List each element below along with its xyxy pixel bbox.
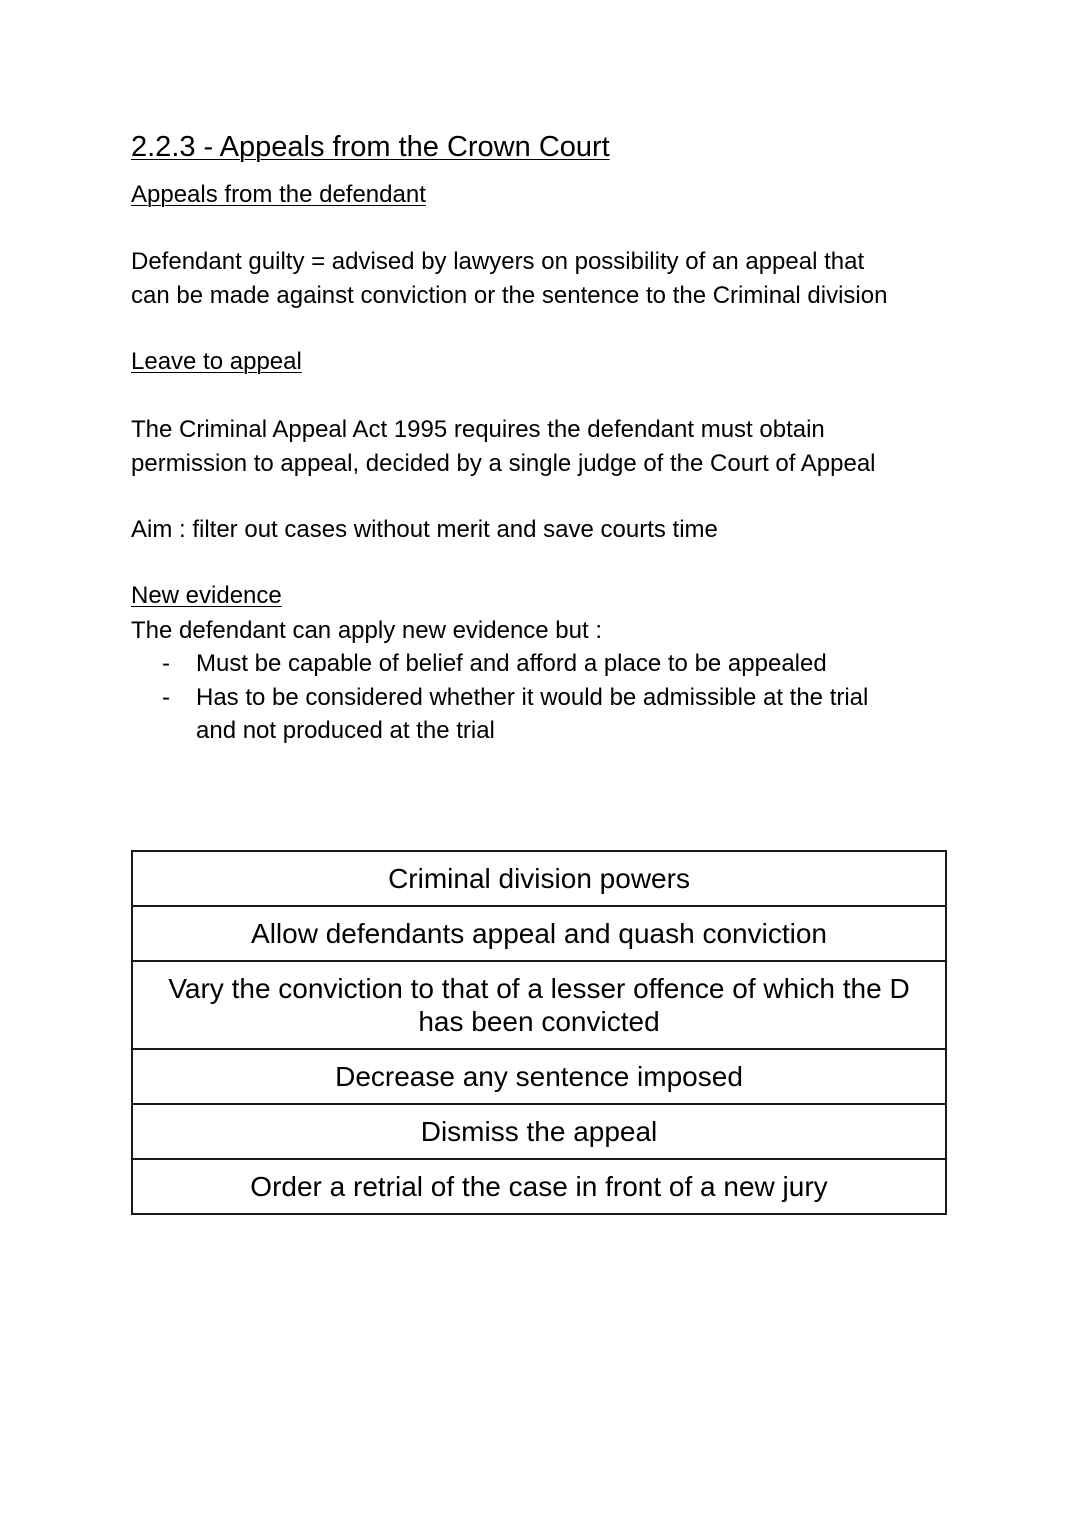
paragraph-line: can be made against conviction or the sentence to the Criminal division	[131, 281, 888, 309]
paragraph-aim	[131, 513, 951, 547]
table-cell-text: Dismiss the appeal	[420, 1116, 658, 1147]
list-item	[131, 681, 951, 748]
paragraph-new-evidence-intro	[131, 614, 951, 648]
list-item-text: Has to be considered whether it would be admissible at the trial	[196, 683, 869, 711]
criminal-division-powers-table	[131, 850, 947, 1215]
heading-appeals-from-defendant: Appeals from the defendant	[131, 181, 426, 208]
table-header-cell	[132, 851, 946, 906]
paragraph-criminal-appeal-act	[131, 413, 951, 480]
table-row	[132, 1049, 946, 1104]
list-item	[131, 647, 951, 681]
table-row	[132, 1159, 946, 1214]
table-cell	[132, 906, 946, 961]
paragraph-line: The Criminal Appeal Act 1995 requires the defendant must obtain	[131, 416, 825, 443]
table-cell-text: Order a retrial of the case in front of a new jury	[250, 1171, 828, 1202]
table-row	[132, 961, 946, 1049]
paragraph-line: Defendant guilty = advised by lawyers on possibility of an appeal that	[131, 248, 865, 275]
paragraph-defendant-guilty	[131, 245, 951, 312]
table-header-text: Criminal division powers	[388, 863, 690, 894]
paragraph-line: Aim : filter out cases without merit and save courts time	[131, 516, 718, 543]
table-cell-text: Decrease any sentence imposed	[335, 1061, 743, 1092]
dash-bullet-icon: -	[162, 650, 170, 677]
paragraph-line: permission to appeal, decided by a single judge of the Court of Appeal	[131, 449, 876, 477]
table-cell	[132, 961, 946, 1049]
table-cell	[132, 1104, 946, 1159]
table-cell-text: Vary the conviction to that of a lesser offence of which the D	[168, 973, 910, 1004]
heading-leave-to-appeal: Leave to appeal	[131, 348, 302, 375]
table-row	[132, 1104, 946, 1159]
table-row	[132, 906, 946, 961]
dash-bullet-icon: -	[162, 683, 170, 711]
paragraph-line: The defendant can apply new evidence but :	[131, 617, 602, 644]
table-cell-text: Allow defendants appeal and quash conviction	[251, 918, 827, 949]
table-cell	[132, 1049, 946, 1104]
table-header-row	[132, 851, 946, 906]
list-item-text: and not produced at the trial	[196, 717, 495, 744]
new-evidence-bullet-list	[131, 647, 951, 748]
document-title: 2.2.3 - Appeals from the Crown Court	[131, 131, 610, 163]
list-item-text: Must be capable of belief and afford a place to be appealed	[196, 650, 827, 677]
table-cell-text: has been convicted	[418, 1006, 660, 1037]
table-cell	[132, 1159, 946, 1214]
heading-new-evidence: New evidence	[131, 582, 282, 609]
